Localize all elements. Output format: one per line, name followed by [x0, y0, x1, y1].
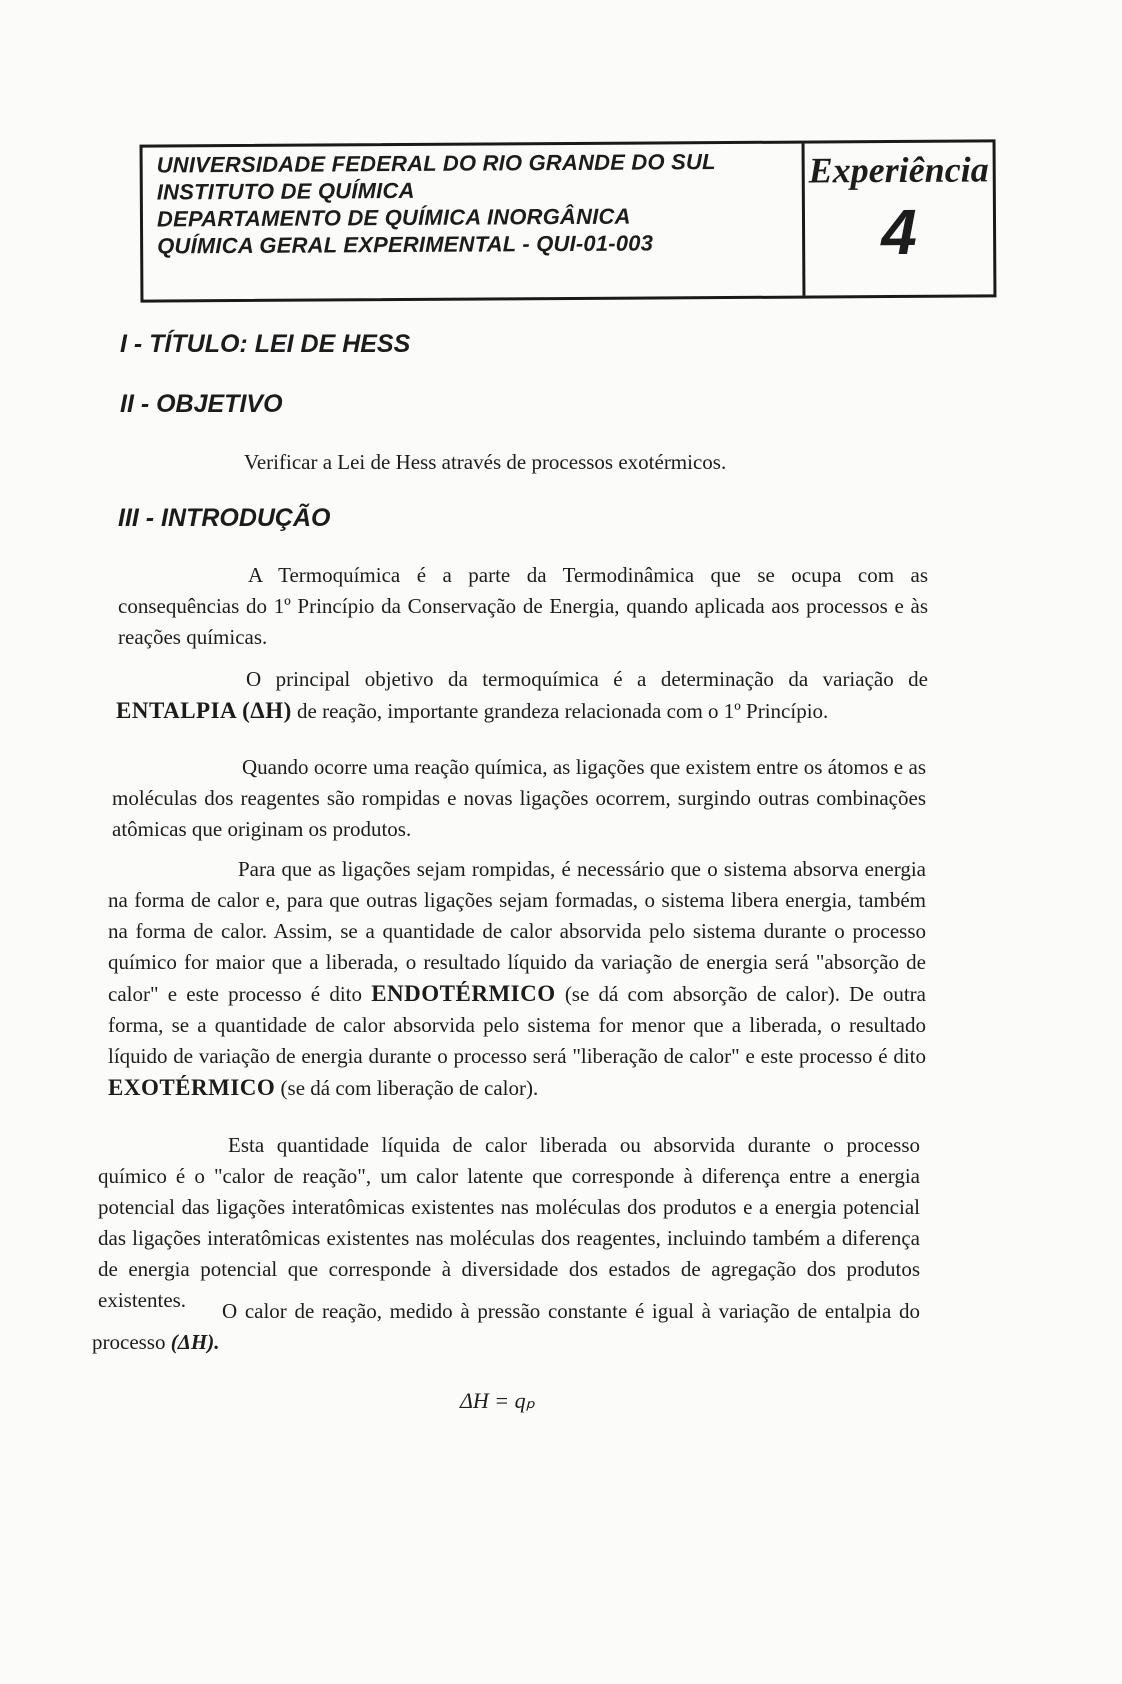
paragraph-1-text: A Termoquímica é a parte da Termodinâmica que se ocupa com as consequências do 1º Princípio da Conservação de Energia, quando aplicada aos processos e às reações químicas.: [118, 563, 928, 649]
university-name: UNIVERSIDADE FEDERAL DO RIO GRANDE DO SUL: [156, 149, 716, 178]
institute-name: INSTITUTO DE QUÍMICA: [156, 177, 415, 205]
paragraph-4-text-a: Para que as ligações sejam rompidas, é necessário que o sistema absorva energia na forma de calor e, para que outras ligações sejam formadas, o sistema libera energia, também na forma de calor. Assim, se a quantidade de calor absorvida pelo sistema durante o processo químico for maior que a liberada, o resultado líquido da variação de energia será "absorção de calor" e este processo é dito: [108, 857, 926, 1006]
paragraph-5-text: Esta quantidade líquida de calor liberada ou absorvida durante o processo químico é o "calor de reação", um calor latente que corresponde à diferença entre a energia potencial das ligações interatômicas existentes nas moléculas dos produtos e a energia potencial das ligações interatômicas existentes nas moléculas dos reagentes, incluindo também a diferença de energia potencial que corresponde à diversidade dos estados de agregação dos produtos existentes.: [98, 1133, 920, 1312]
section-objective-heading: II - OBJETIVO: [120, 390, 283, 418]
paragraph-6-text: O calor de reação, medido à pressão constante é igual à variação de entalpia do processo: [92, 1299, 920, 1354]
paragraph-4-text-b: (se dá com absorção de calor). De outra forma, se a quantidade de calor absorvida pelo sistema for menor que a liberada, o resultado líquido de variação de energia durante o processo será "liberação de calor" e este processo é dito: [108, 982, 926, 1068]
experiment-block: [802, 142, 994, 295]
paragraph-6: [92, 1296, 920, 1358]
objective-text: Verificar a Lei de Hess através de processos exotérmicos.: [244, 450, 727, 474]
experiment-label: Experiência: [808, 149, 989, 191]
paragraph-3-text: Quando ocorre uma reação química, as ligações que existem entre os átomos e as moléculas dos reagentes são rompidas e novas ligações ocorrem, surgindo outras combinações atômicas que originam os produtos.: [112, 755, 926, 841]
header-box: [140, 139, 997, 302]
paragraph-4-text-c: (se dá com liberação de calor).: [275, 1076, 539, 1100]
paragraph-3: [112, 752, 926, 845]
delta-h-term: (ΔH).: [170, 1330, 220, 1354]
department-name: DEPARTAMENTO DE QUÍMICA INORGÂNICA: [156, 203, 631, 232]
course-name: QUÍMICA GERAL EXPERIMENTAL - QUI-01-003: [157, 230, 654, 259]
section-title: I - TÍTULO: LEI DE HESS: [120, 330, 411, 358]
paragraph-2: [116, 664, 928, 727]
paragraph-5: [98, 1130, 920, 1316]
section-intro-heading: III - INTRODUÇÃO: [118, 504, 331, 532]
paragraph-2-text-a: O principal objetivo da termoquímica é a determinação da variação de: [246, 667, 928, 691]
enthalpy-formula: ΔH = qₚ: [460, 1388, 536, 1413]
endothermic-term: ENDOTÉRMICO: [371, 981, 556, 1006]
institution-block: [143, 144, 803, 300]
paragraph-4: [108, 854, 926, 1104]
paragraph-2-text-b: de reação, importante grandeza relacionada com o 1º Princípio.: [291, 699, 829, 723]
exothermic-term: EXOTÉRMICO: [108, 1075, 276, 1100]
paragraph-1: [118, 560, 928, 653]
experiment-number: 4: [881, 195, 918, 269]
enthalpy-term: ENTALPIA (ΔH): [116, 698, 292, 723]
